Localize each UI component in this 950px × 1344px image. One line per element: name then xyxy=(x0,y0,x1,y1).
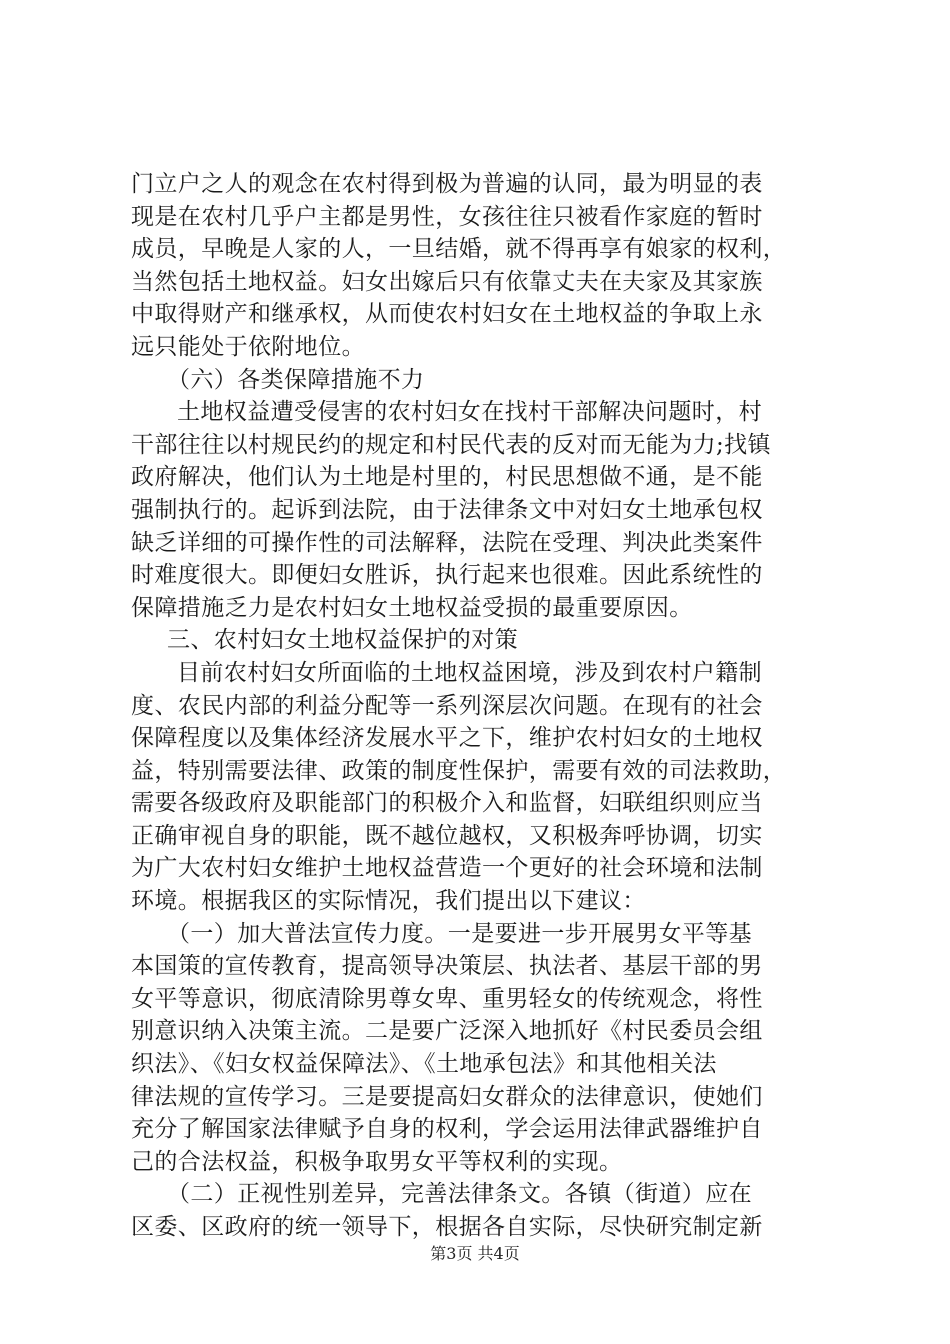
text-line: 现是在农村几乎户主都是男性，女孩往往只被看作家庭的暂时 xyxy=(131,203,763,230)
paragraph-first-line: （一）加大普法宣传力度。一是要进一步开展男女平等基 xyxy=(167,920,752,947)
text-line: 织法》、《妇女权益保障法》、《土地承包法》和其他相关法 xyxy=(131,1051,717,1078)
text-line: 需要各级政府及职能部门的积极介入和监督，妇联组织则应当 xyxy=(131,790,763,817)
text-line: 女平等意识，彻底清除男尊女卑、重男轻女的传统观念，将性 xyxy=(131,985,763,1012)
text-line: 区委、区政府的统一领导下，根据各自实际，尽快研究制定新 xyxy=(131,1214,763,1240)
page-number-footer: 第3页 共4页 xyxy=(430,1244,520,1263)
text-line: 本国策的宣传教育，提高领导决策层、执法者、基层干部的男 xyxy=(131,953,763,980)
text-line: 为广大农村妇女维护土地权益营造一个更好的社会环境和法制 xyxy=(131,855,763,882)
text-line: 保障程度以及集体经济发展水平之下，维护农村妇女的土地权 xyxy=(131,725,763,752)
text-line: 缺乏详细的可操作性的司法解释，法院在受理、判决此类案件 xyxy=(131,529,763,556)
text-line: 度、农民内部的利益分配等一系列深层次问题。在现有的社会 xyxy=(131,692,763,719)
document-body xyxy=(131,168,831,1244)
paragraph-first-line: 目前农村妇女所面临的土地权益困境，涉及到农村户籍制 xyxy=(177,659,762,686)
text-line: 别意识纳入决策主流。二是要广泛深入地抓好《村民委员会组 xyxy=(131,1018,763,1045)
text-line: 保障措施乏力是农村妇女土地权益受损的最重要原因。 xyxy=(131,594,693,621)
text-line: 中取得财产和继承权，从而使农村妇女在土地权益的争取上永 xyxy=(131,301,763,328)
paragraph-first-line: （二）正视性别差异，完善法律条文。各镇（街道）应在 xyxy=(167,1181,752,1208)
text-line: 益，特别需要法律、政策的制度性保护，需要有效的司法救助， xyxy=(131,757,787,784)
text-line: 环境。根据我区的实际情况，我们提出以下建议： xyxy=(131,888,646,915)
text-line: 干部往往以村规民约的规定和村民代表的反对而无能为力;找镇 xyxy=(131,431,771,458)
text-line: 门立户之人的观念在农村得到极为普遍的认同，最为明显的表 xyxy=(131,171,763,197)
section-heading: 三、农村妇女土地权益保护的对策 xyxy=(167,627,518,654)
text-line: 强制执行的。起诉到法院，由于法律条文中对妇女土地承包权 xyxy=(131,496,763,523)
text-line: 政府解决，他们认为土地是村里的，村民思想做不通，是不能 xyxy=(131,464,763,491)
text-line: 成员，早晚是人家的人，一旦结婚，就不得再享有娘家的权利， xyxy=(131,236,787,263)
text-line: 当然包括土地权益。妇女出嫁后只有依靠丈夫在夫家及其家族 xyxy=(131,268,763,295)
text-line: 正确审视自身的职能，既不越位越权，又积极奔呼协调，切实 xyxy=(131,822,763,849)
paragraph-first-line: 土地权益遭受侵害的农村妇女在找村干部解决问题时，村 xyxy=(177,399,762,426)
text-line: 己的合法权益，积极争取男女平等权利的实现。 xyxy=(131,1148,623,1175)
section-heading: （六）各类保障措施不力 xyxy=(167,366,425,393)
text-line: 时难度很大。即便妇女胜诉，执行起来也很难。因此系统性的 xyxy=(131,562,763,589)
text-line: 充分了解国家法律赋予自身的权利，学会运用法律武器维护自 xyxy=(131,1116,763,1143)
text-line: 远只能处于依附地位。 xyxy=(131,333,365,360)
text-line: 律法规的宣传学习。三是要提高妇女群众的法律意识，使她们 xyxy=(131,1083,763,1110)
